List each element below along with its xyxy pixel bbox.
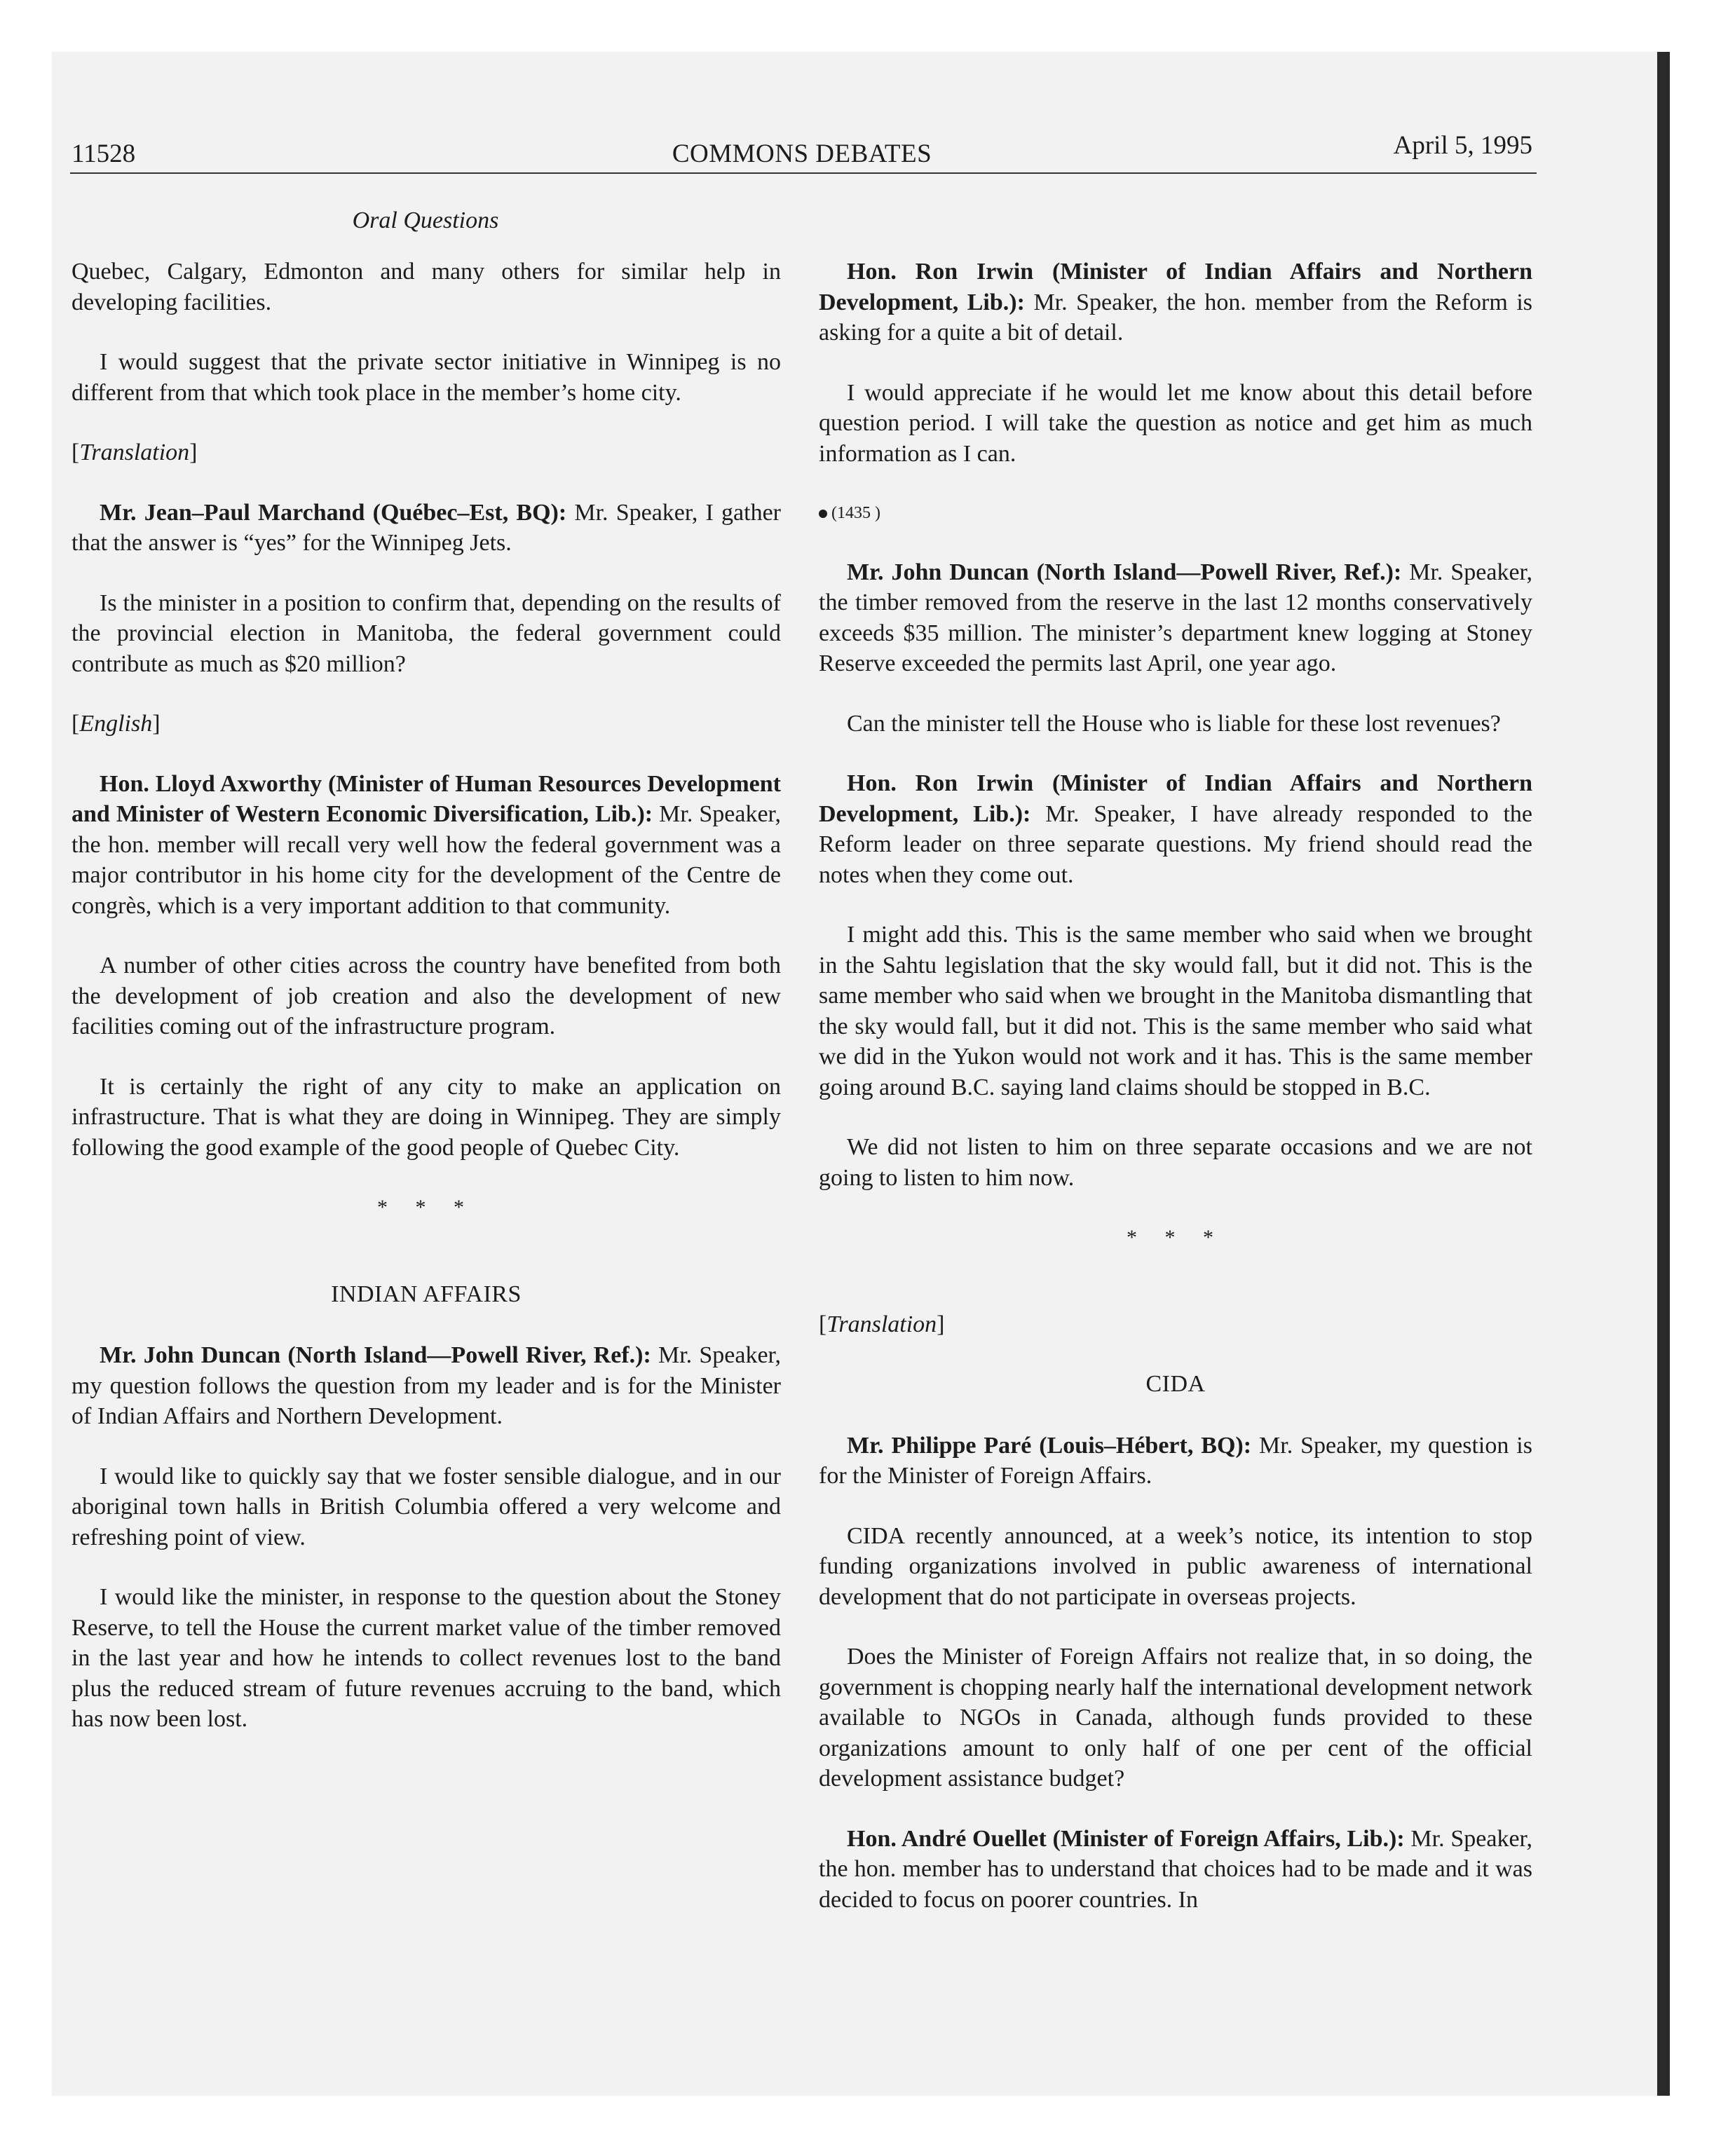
language-tag-text: Translation — [79, 439, 190, 465]
time-marker-text: (1435 ) — [831, 504, 880, 522]
speech-text: Mr. Speaker, the timber removed from the reserve in the last 12 months conservatively exceeds $35 million. The minister’s department knew logging at Stoney Reserve exceeded the permits last April, one year ago. — [819, 559, 1532, 676]
paragraph: A number of other cities across the country have benefited from both the development of job creation and also the development of new facilities coming out of the infrastructure program. — [72, 953, 781, 1039]
speech-paragraph — [819, 1431, 1532, 1492]
speech-text: Mr. Speaker, the hon. member has to understand that choices had to be made and it was decided to focus on poorer countries. In — [819, 1825, 1532, 1913]
language-tag-text: Translation — [826, 1311, 937, 1337]
speaker-name: Hon. Lloyd Axworthy (Minister of Human Resources Development and Minister of Western Economic Diversification, Lib.): — [72, 770, 781, 827]
speech-text: Mr. Speaker, my question is for the Minister of Foreign Affairs. — [819, 1432, 1532, 1489]
paragraph: CIDA recently announced, at a week’s notice, its intention to stop funding organizations involved in public awareness of international development that do not participate in overseas projects. — [819, 1522, 1532, 1610]
speech-paragraph — [819, 1824, 1532, 1916]
speaker-name: Hon. André Ouellet (Minister of Foreign Affairs, Lib.): — [847, 1825, 1405, 1852]
speaker-name: Mr. John Duncan (North Island—Powell River, Ref.): — [847, 559, 1402, 585]
paragraph: I would like the minister, in response to the question about the Stoney Reserve, to tell the House the current market value of the timber removed in the last year and how he intends to collect revenues lost to the band plus the reduced stream of future revenues accruing to the band, which has now been lost. — [72, 1584, 781, 1732]
speaker-name: Mr. Philippe Paré (Louis–Hébert, BQ): — [847, 1432, 1252, 1459]
paragraph: Does the Minister of Foreign Affairs not realize that, in so doing, the government is chopping nearly half the international development network available to NGOs in Canada, although funds provided to these organizations amount to only half of one per cent of the official development assistance budget? — [819, 1644, 1532, 1792]
speech-paragraph — [819, 768, 1532, 890]
paragraph: I would appreciate if he would let me know about this detail before question period. I will take the question as notice and get him as much information as I can. — [819, 379, 1532, 467]
paragraph: Quebec, Calgary, Edmonton and many others for similar help in developing facilities. — [72, 259, 781, 315]
speaker-name: Mr. Jean–Paul Marchand (Québec–Est, BQ): — [100, 499, 567, 526]
page-edge-shadow — [1657, 52, 1670, 2096]
speech-text: Mr. Speaker, I gather that the answer is “yes” for the Winnipeg Jets. — [72, 499, 781, 556]
right-column — [819, 257, 1532, 1944]
paragraph: I would suggest that the private sector initiative in Winnipeg is no different from that which took place in the member’s home city. — [72, 349, 781, 406]
speech-text: Mr. Speaker, the hon. member from the Reform is asking for a quite a bit of detail. — [819, 289, 1532, 346]
section-title: INDIAN AFFAIRS — [331, 1281, 522, 1307]
speech-paragraph — [819, 557, 1532, 679]
paragraph: It is certainly the right of any city to make an application on infrastructure. That is what they are doing in Winnipeg. They are simply following the good example of the good people of Quebec City. — [72, 1073, 781, 1161]
speech-text: Mr. Speaker, the hon. member will recall very well how the federal government was a major contributor in his home city for the development of the Centre de congrès, which is a very important addition to that community. — [72, 801, 781, 919]
speaker-name: Hon. Ron Irwin (Minister of Indian Affairs and Northern Development, Lib.): — [819, 770, 1532, 827]
page-header — [72, 130, 1532, 172]
paragraph: Is the minister in a position to confirm that, depending on the results of the provincial election in Manitoba, the federal government could contribute as much as $20 million? — [72, 589, 781, 677]
language-tag-text: English — [79, 711, 153, 737]
paragraph: I might add this. This is the same member who said when we brought in the Sahtu legislation that the sky would fall, but it did not. This is the same member who said when we brought in the Manitoba dismantling that the sky would fall, but it did not. This is the same member who said what we did in the Yukon would not work and it has. This is the same member going around B.C. saying land claims should be stopped in B.C. — [819, 922, 1532, 1100]
bullet-icon — [819, 510, 827, 518]
speech-paragraph — [819, 257, 1532, 348]
language-tag: [Translation] — [819, 1311, 945, 1337]
time-marker — [819, 498, 1532, 529]
speaker-name: Mr. John Duncan (North Island—Powell River, Ref.): — [100, 1342, 651, 1368]
publication-date: April 5, 1995 — [1393, 131, 1532, 160]
paragraph: I would like to quickly say that we foster sensible dialogue, and in our aboriginal town halls in British Columbia offered a very welcome and refreshing point of view. — [72, 1463, 781, 1550]
language-tag: [English] — [72, 711, 161, 737]
section-divider: * * * — [377, 1196, 475, 1219]
section-divider: * * * — [1127, 1226, 1225, 1249]
speech-paragraph — [72, 769, 781, 922]
header-rule — [70, 172, 1537, 174]
speaker-name: Hon. Ron Irwin (Minister of Indian Affairs and Northern Development, Lib.): — [819, 259, 1532, 315]
left-column — [72, 257, 781, 1764]
speech-text: Mr. Speaker, my question follows the question from my leader and is for the Minister of Indian Affairs and Northern Development. — [72, 1342, 781, 1429]
page-number: 11528 — [72, 139, 136, 168]
paragraph: We did not listen to him on three separate occasions and we are not going to listen to him now. — [819, 1134, 1532, 1191]
speech-paragraph — [72, 1340, 781, 1432]
section-title: CIDA — [1145, 1371, 1206, 1397]
language-tag: [Translation] — [72, 439, 198, 465]
paragraph: Can the minister tell the House who is liable for these lost revenues? — [847, 710, 1501, 737]
speech-text: Mr. Speaker, I have already responded to the Reform leader on three separate questions. My friend should read the notes when they come out. — [819, 800, 1532, 888]
running-head: Oral Questions — [352, 207, 499, 233]
speech-paragraph — [72, 498, 781, 559]
publication-title: COMMONS DEBATES — [672, 139, 932, 168]
